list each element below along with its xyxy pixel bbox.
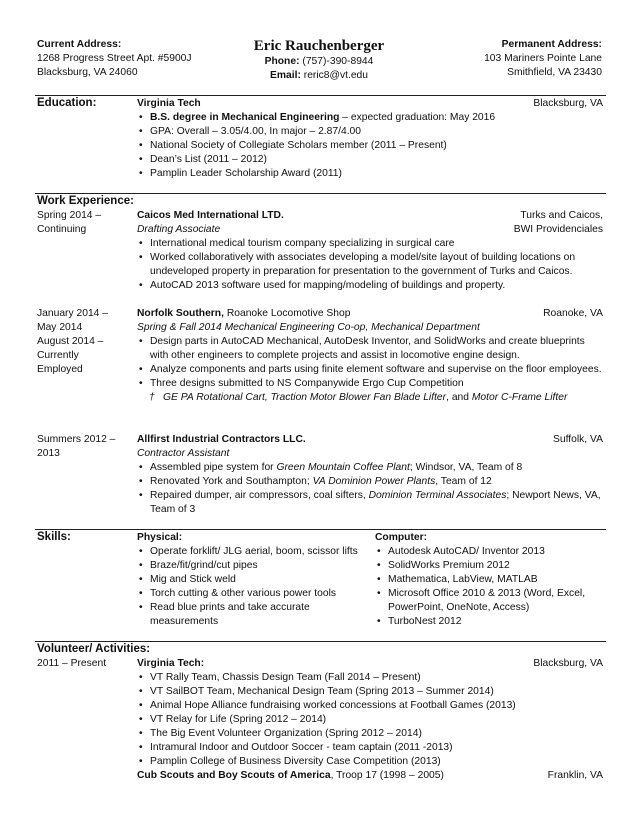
list-item: • Three designs submitted to NS Companywide Ergo Cup Competition xyxy=(137,377,603,391)
job-location-line1: Turks and Caicos, xyxy=(520,210,603,221)
list-item: • VT SailBOT Team, Mechanical Design Team (Spring 2013 – Summer 2014) xyxy=(137,685,603,699)
list-item: • Read blue prints and take accurate measurements xyxy=(137,601,375,629)
list-item: • Torch cutting & other various power tools xyxy=(137,587,375,601)
text: VA Dominion Power Plants xyxy=(312,476,436,487)
list-item xyxy=(137,391,603,405)
permanent-address-label: Permanent Address: xyxy=(501,39,602,50)
scouts-detail: , Troop 17 (1998 – 2005) xyxy=(330,770,444,781)
list-item: • Worked collaboratively with associates developing a model/site layout of building locations on undeveloped property in preparation for presentation to the government of Turks and Caicos. xyxy=(137,251,603,279)
list-item: • Analyze components and parts using finite element software and supervise on the floor employees. xyxy=(137,363,603,377)
design-and: , and xyxy=(446,392,472,403)
job-location: Suffolk, VA xyxy=(553,434,603,445)
volunteer-title: Volunteer/ Activities: xyxy=(37,643,151,655)
education-degree-suffix: – expected graduation: May 2016 xyxy=(339,112,496,123)
date-line: Currently xyxy=(37,350,79,361)
list-item: • Design parts in AutoCAD Mechanical, AutoDesk Inventor, and SolidWorks and create blueprints with other engineers to complete projects and assist in locomotive engine design. xyxy=(137,335,603,363)
list-item: • Intramural Indoor and Outdoor Soccer - team captain (2011 -2013) xyxy=(137,741,603,755)
list-item: • Pamplin Leader Scholarship Award (2011) xyxy=(137,167,603,181)
list-item: • SolidWorks Premium 2012 xyxy=(375,559,603,573)
email-value: reric8@vt.edu xyxy=(303,70,369,81)
job-role: Spring & Fall 2014 Mechanical Engineering Co-op, Mechanical Department xyxy=(137,322,480,333)
text: Green Mountain Coffee Plant xyxy=(276,462,410,473)
list-item: • Animal Hope Alliance fundraising worked concessions at Football Games (2013) xyxy=(137,699,603,713)
job-location: Roanoke, VA xyxy=(543,308,603,319)
education-degree: B.S. degree in Mechanical Engineering xyxy=(150,112,340,123)
list-item xyxy=(137,489,603,517)
text: , Team of 12 xyxy=(435,476,492,487)
skills-computer-title: Computer: xyxy=(375,532,428,543)
date-line: Continuing xyxy=(37,224,87,235)
list-item: • AutoCAD 2013 software used for mapping/modeling of buildings and property. xyxy=(137,279,603,293)
job-role: Contractor Assistant xyxy=(137,448,230,459)
resume-name: Eric Rauchenberger xyxy=(253,38,385,54)
design-names: GE PA Rotational Cart, Traction Motor Blower Fan Blade Lifter xyxy=(163,392,447,403)
phone-value: (757)-390-8944 xyxy=(302,56,374,67)
list-item xyxy=(137,111,603,125)
job-caicos xyxy=(137,209,603,293)
skills-physical xyxy=(137,531,375,629)
list-item xyxy=(137,475,603,489)
volunteer-dates: 2011 – Present xyxy=(37,658,107,669)
design-name-last: Motor C-Frame Lifter xyxy=(471,392,568,403)
list-item: • National Society of Collegiate Scholars member (2011 – Present) xyxy=(137,139,603,153)
list-item: • VT Relay for Life (Spring 2012 – 2014) xyxy=(137,713,603,727)
list-item: • Operate forklift/ JLG aerial, boom, scissor lifts xyxy=(137,545,375,559)
work-title: Work Experience: xyxy=(37,195,134,207)
education-location: Blacksburg, VA xyxy=(533,98,603,109)
date-line: 2013 xyxy=(37,448,60,459)
list-item: • Autodesk AutoCAD/ Inventor 2013 xyxy=(375,545,603,559)
volunteer-block xyxy=(137,657,603,783)
date-line: Employed xyxy=(37,364,83,375)
text: Repaired dumper, air compressors, coal sifters, xyxy=(150,490,369,501)
text: Assembled pipe system for xyxy=(150,462,277,473)
date-line: Spring 2014 – xyxy=(37,210,102,221)
date-line: May 2014 xyxy=(37,322,83,333)
scouts-location: Franklin, VA xyxy=(547,770,603,781)
list-item: • Microsoft Office 2010 & 2013 (Word, Excel, PowerPoint, OneNote, Access) xyxy=(375,587,603,615)
email-label: Email: xyxy=(269,70,301,81)
date-line: January 2014 – xyxy=(37,308,108,319)
list-item: • Braze/fit/grind/cut pipes xyxy=(137,559,375,573)
section-divider xyxy=(35,529,606,530)
list-item: • Dean’s List (2011 – 2012) xyxy=(137,153,603,167)
skills-computer xyxy=(375,531,603,629)
phone-label: Phone: xyxy=(264,56,300,67)
volunteer-org: Virginia Tech: xyxy=(137,658,205,669)
text: Renovated York and Southampton; xyxy=(150,476,313,487)
section-divider xyxy=(35,95,606,96)
current-address-label: Current Address: xyxy=(37,39,122,50)
job-dates xyxy=(37,307,129,377)
job-allfirst xyxy=(137,433,603,517)
list-item: • International medical tourism company specializing in surgical care xyxy=(137,237,603,251)
skills-physical-title: Physical: xyxy=(137,532,183,543)
list-item: • Mig and Stick weld xyxy=(137,573,375,587)
permanent-address-line1: 103 Mariners Pointe Lane xyxy=(484,53,602,64)
job-employer: Caicos Med International LTD. xyxy=(137,210,284,221)
list-item: • Pamplin College of Business Diversity Case Competition (2013) xyxy=(137,755,603,769)
education-title: Education: xyxy=(37,97,97,109)
permanent-address-line2: Smithfield, VA 23430 xyxy=(507,67,602,78)
job-role: Drafting Associate xyxy=(137,224,221,235)
text: ; Newport News, VA, Team of 3 xyxy=(150,490,601,515)
list-item: • The Big Event Volunteer Organization (Spring 2012 – 2014) xyxy=(137,727,603,741)
date-line: August 2014 – xyxy=(37,336,104,347)
education-school: Virginia Tech xyxy=(137,98,201,109)
list-item xyxy=(137,461,603,475)
skills-columns xyxy=(137,531,603,629)
job-norfolk xyxy=(137,307,603,405)
job-employer: Allfirst Industrial Contractors LLC. xyxy=(137,434,306,445)
skills-title: Skills: xyxy=(37,531,71,543)
text: ; Windsor, VA, Team of 8 xyxy=(409,462,523,473)
current-address-line2: Blacksburg, VA 24060 xyxy=(37,67,138,78)
education-block xyxy=(137,97,603,181)
job-employer: Norfolk Southern, xyxy=(137,308,224,319)
list-item: • GPA: Overall – 3.05/4.00, In major – 2.87/4.00 xyxy=(137,125,603,139)
list-item: • TurboNest 2012 xyxy=(375,615,603,629)
volunteer-location: Blacksburg, VA xyxy=(533,658,603,669)
scouts-org: Cub Scouts and Boy Scouts of America xyxy=(137,770,331,781)
list-item: • Mathematica, LabView, MATLAB xyxy=(375,573,603,587)
job-location-line2: BWI Providenciales xyxy=(513,224,603,235)
job-dates xyxy=(37,433,129,461)
text: Dominion Terminal Associates xyxy=(368,490,507,501)
permanent-address xyxy=(484,38,602,80)
current-address-line1: 1268 Progress Street Apt. #5900J xyxy=(37,53,192,64)
job-employer-suffix: Roanoke Locomotive Shop xyxy=(223,308,351,319)
job-dates xyxy=(37,209,129,237)
list-item: • VT Rally Team, Chassis Design Team (Fall 2014 – Present) xyxy=(137,671,603,685)
date-line: Summers 2012 – xyxy=(37,434,116,445)
